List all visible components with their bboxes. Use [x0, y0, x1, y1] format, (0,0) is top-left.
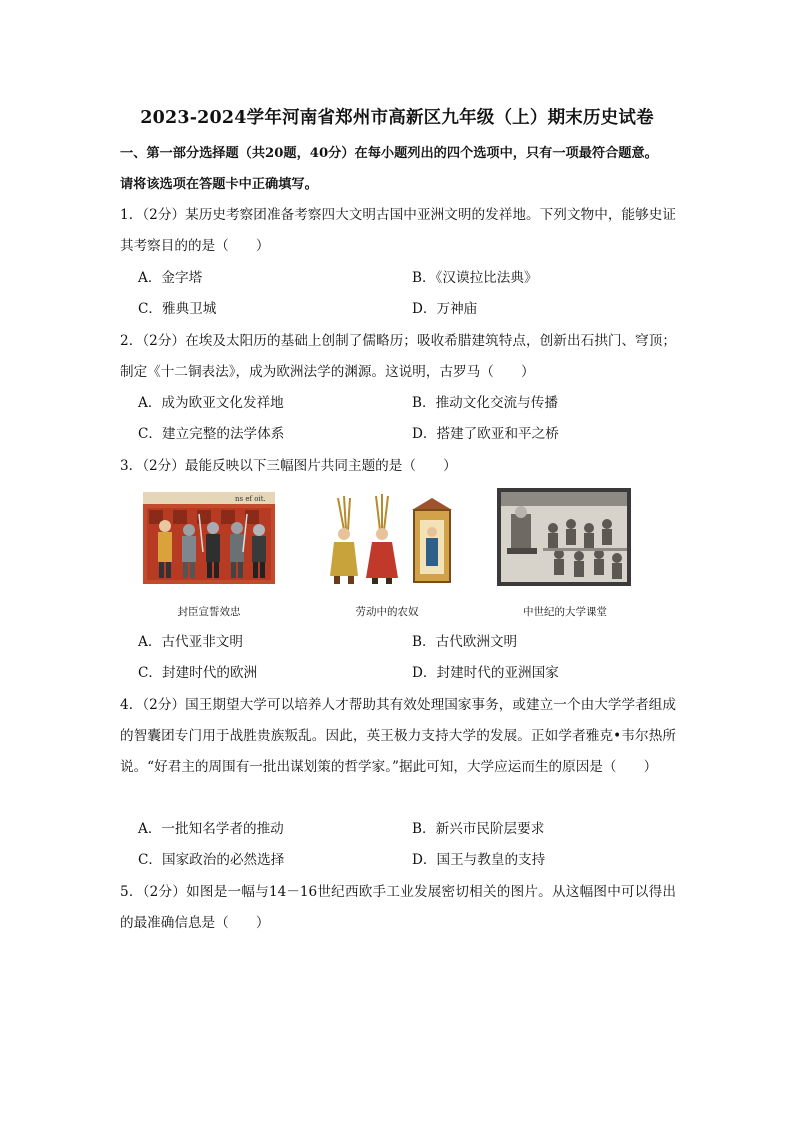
question-4-text: 4．（2分）国王期望大学可以培养人才帮助其有效处理国家事务，或建立一个由大学学者组成的智囊团专门用于战胜贵族叛乱。因此，英王极力支持大学的发展。正如学者雅克•韦尔热所说。“好君主的周围有一批出谋划策的哲学家。”据此可知，大学应运而生的原因是（ ） [120, 697, 676, 775]
question-4-option-b[interactable]: B．新兴市民阶层要求 [412, 821, 545, 837]
medieval-classroom-picture [497, 488, 631, 586]
question-1-option-d[interactable]: D．万神庙 [412, 301, 478, 317]
question-3-option-a[interactable]: A．古代亚非文明 [138, 634, 243, 650]
question-2-option-d[interactable]: D．搭建了欧亚和平之桥 [412, 426, 559, 442]
question-4-option-d[interactable]: D．国王与教皇的支持 [412, 852, 546, 868]
question-2-option-a[interactable]: A．成为欧亚文化发祥地 [138, 395, 284, 411]
question-1-text: 1．（2分）某历史考察团准备考察四大文明古国中亚洲文明的发祥地。下列文物中，能够史证其考察目的的是（ ） [120, 207, 676, 254]
picture-caption-3: 中世纪的大学课堂 [523, 606, 607, 618]
question-3-option-c[interactable]: C．封建时代的欧洲 [138, 665, 258, 681]
section-instruction-line2: 请将该选项在答题卡中正确填写。 [120, 177, 318, 192]
question-1-option-c[interactable]: C．雅典卫城 [138, 301, 217, 317]
question-1-option-b[interactable]: B．《汉谟拉比法典》 [412, 270, 538, 286]
picture-caption-2: 劳动中的农奴 [355, 606, 419, 618]
question-1-option-a[interactable]: A．金字塔 [138, 270, 203, 286]
question-5-text: 5．（2分）如图是一幅与14－16世纪西欧手工业发展密切相关的图片。从这幅图中可以得出的最准确信息是（ ） [120, 884, 676, 931]
page-title: 2023-2024学年河南省郑州市高新区九年级（上）期末历史试卷 [140, 108, 654, 128]
question-3-text: 3．（2分）最能反映以下三幅图片共同主题的是（ ） [120, 458, 457, 474]
question-4-option-a[interactable]: A．一批知名学者的推动 [138, 821, 284, 837]
question-2-option-c[interactable]: C．建立完整的法学体系 [138, 426, 285, 442]
question-3-option-d[interactable]: D．封建时代的亚洲国家 [412, 665, 559, 681]
section-instruction-line1: 一、第一部分选择题（共20题，40分）在每小题列出的四个选项中，只有一项最符合题意。 [120, 146, 658, 161]
serfs-labor-picture [320, 490, 452, 586]
picture-caption-1: 封臣宣誓效忠 [177, 606, 241, 618]
question-2-text: 2．（2分）在埃及太阳历的基础上创制了儒略历；吸收希腊建筑特点，创新出石拱门、穹顶；制定《十二铜表法》，成为欧洲法学的渊源。这说明，古罗马（ ） [120, 333, 676, 380]
picture-inscription: ns ef oit. [235, 495, 266, 503]
question-4-option-c[interactable]: C．国家政治的必然选择 [138, 852, 285, 868]
question-2-option-b[interactable]: B．推动文化交流与传播 [412, 395, 558, 411]
question-3-option-b[interactable]: B．古代欧洲文明 [412, 634, 518, 650]
vassal-oath-picture [143, 492, 275, 584]
